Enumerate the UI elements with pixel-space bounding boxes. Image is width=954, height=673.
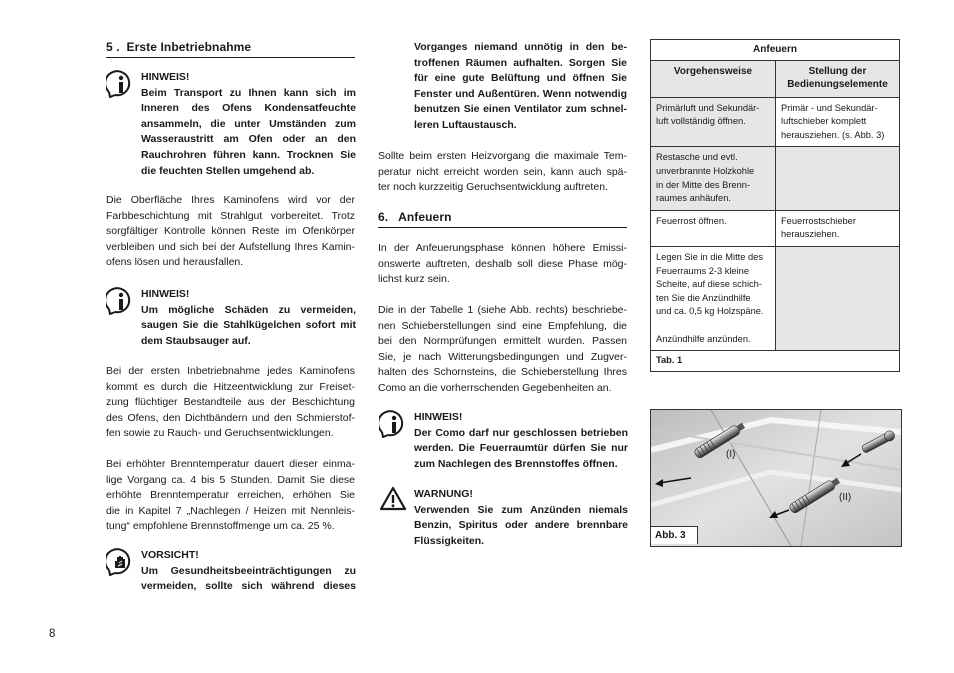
figure-abb-3 bbox=[650, 409, 902, 547]
table-cell-position: Feuerrostschieber herausziehen. bbox=[776, 210, 900, 246]
info-icon bbox=[106, 70, 134, 98]
column-1 bbox=[106, 40, 355, 58]
table-header-procedure: Vorgehensweise bbox=[651, 60, 776, 97]
paragraph-first-operation: Bei der ersten Inbetriebnahme jedes Kaminofens kommt es durch die Hitzeentwicklung zur Freiset- zung flüchtiger Bestandteile aus der Beschichtung des Ofens, den Dichtbändern und den Schmierstof- fen sowie zu Rauch- und Geruchsentwicklungen. bbox=[106, 365, 355, 440]
lighting-table bbox=[650, 39, 900, 372]
table-title: Anfeuern bbox=[651, 40, 900, 61]
table-row bbox=[651, 246, 900, 350]
section-5-heading: 5 . Erste Inbetriebnahme bbox=[106, 40, 355, 58]
info-icon bbox=[106, 287, 134, 315]
table-row bbox=[651, 147, 900, 210]
caution-text: Um Gesundheitsbeeinträchtigungen zu vermeiden, sollte sich während dieses bbox=[141, 564, 356, 593]
note-steel-balls-text: Um mögliche Schäden zu vermeiden, saugen Sie die Stahlkügelchen sofort mit dem Staubsauger auf. bbox=[141, 303, 356, 347]
paragraph-burn-temperature: Bei erhöhter Brenntemperatur dauert dieser einma- lige Vorgang ca. 4 bis 5 Stunden. Damit Sie diese erhöhte Brenntemperatur erreichen, erhöhen Sie die in Kapitel 7 „Nachlegen / Heizen mit Nennleis- tung“ empfohlene Brennstoffmenge um ca. 25 %. bbox=[106, 458, 355, 533]
caution-title: VORSICHT! bbox=[141, 549, 199, 561]
note-transport-text: Beim Transport zu Ihnen kann sich im Inneren des Ofens Kondensatfeuchte ansammeln, die unter Umständen zum Wasseraustritt am Ofen oder an den Rauchrohren führen kann. Trocknen Sie die feuchten Stellen umgehend ab. bbox=[141, 86, 356, 177]
table-caption: Tab. 1 bbox=[651, 351, 900, 372]
caution-hand-icon bbox=[106, 548, 134, 576]
paragraph-slider-positions: Die in der Tabelle 1 (siehe Abb. rechts) beschriebe- nen Schieberstellungen sind eine Empfehlung, die bei den Normprüfungen ermittelt wurden. Passen Sie, je nach Witterungsbedingungen und Zugver- halten des Schornsteins, die Schieberstellung Ihres Como an die vorherrschenden Gegebenheiten an. bbox=[378, 304, 627, 394]
warning-triangle-icon bbox=[379, 485, 407, 513]
warning-title: WARNUNG! bbox=[414, 488, 473, 500]
table-cell-procedure: Restasche und evtl. unverbrannte Holzkohle in der Mitte des Brenn- raumes anhäufen. bbox=[651, 147, 776, 210]
warning-text: Verwenden Sie zum Anzünden niemals Benzin, Spiritus oder andere brennbare Flüssigkeiten. bbox=[414, 503, 628, 547]
info-icon bbox=[379, 410, 407, 438]
paragraph-surface: Die Oberfläche Ihres Kaminofens wird vor der Farbbeschichtung mit Strahlgut vorbereitet. Trotz sorgfältiger Kontrolle können Reste im Ofenkörper verbleiben und sich bei der Aufstellung Ihres Kamin- ofens lösen und herausfallen. bbox=[106, 194, 355, 269]
note-door-title: HINWEIS! bbox=[414, 411, 463, 423]
caution-continued-text: Vorganges niemand unnötig in den be- troffenen Räumen aufhalten. Sorgen Sie für eine gute Belüftung und öffnen Sie Fenster und Außentüren. Wenn notwendig benutzen Sie einen Ventilator zum schnel- leren Luftaustausch. bbox=[414, 41, 627, 131]
label-i: (I) bbox=[726, 449, 736, 460]
figure-caption: Abb. 3 bbox=[651, 526, 698, 544]
table-cell-position: Primär - und Sekundär- luftschieber komplett herausziehen. (s. Abb. 3) bbox=[776, 97, 900, 147]
note-transport-title: HINWEIS! bbox=[141, 71, 190, 83]
page-number: 8 bbox=[49, 628, 56, 640]
label-ii: (II) bbox=[839, 492, 852, 503]
paragraph-odor: Sollte beim ersten Heizvorgang die maximale Tem- peratur nicht erreicht worden sein, kann auch spä- ter noch kurzzeitig Geruchsentwicklung auftreten. bbox=[378, 150, 627, 194]
table-row bbox=[651, 97, 900, 147]
note-steel-balls-title: HINWEIS! bbox=[141, 288, 190, 300]
table-cell-procedure: Primärluft und Sekundär- luft vollständig öffnen. bbox=[651, 97, 776, 147]
table-cell-position bbox=[776, 147, 900, 210]
table-header-position: Stellung der Bedienungselemente bbox=[776, 60, 900, 97]
table-row bbox=[651, 210, 900, 246]
table-cell-procedure: Feuerrost öffnen. bbox=[651, 210, 776, 246]
note-door-text: Der Como darf nur geschlossen betrieben werden. Die Feuerraumtür dürfen Sie nur zum Nachlegen des Brennstoffes öffnen. bbox=[414, 426, 628, 470]
section-6-heading: 6. Anfeuern bbox=[378, 210, 627, 228]
table-cell-procedure: Legen Sie in die Mitte des Feuerraums 2-3 kleine Scheite, auf diese schich- ten Sie die Anzündhilfe und ca. 0,5 kg Holzspäne. Anzündhilfe anzünden. bbox=[651, 246, 776, 350]
paragraph-emissions: In der Anfeuerungsphase können höhere Emissi- onswerte auftreten, deshalb soll diese Phase mög- lichst kurz sein. bbox=[378, 242, 627, 286]
table-cell-position bbox=[776, 246, 900, 350]
